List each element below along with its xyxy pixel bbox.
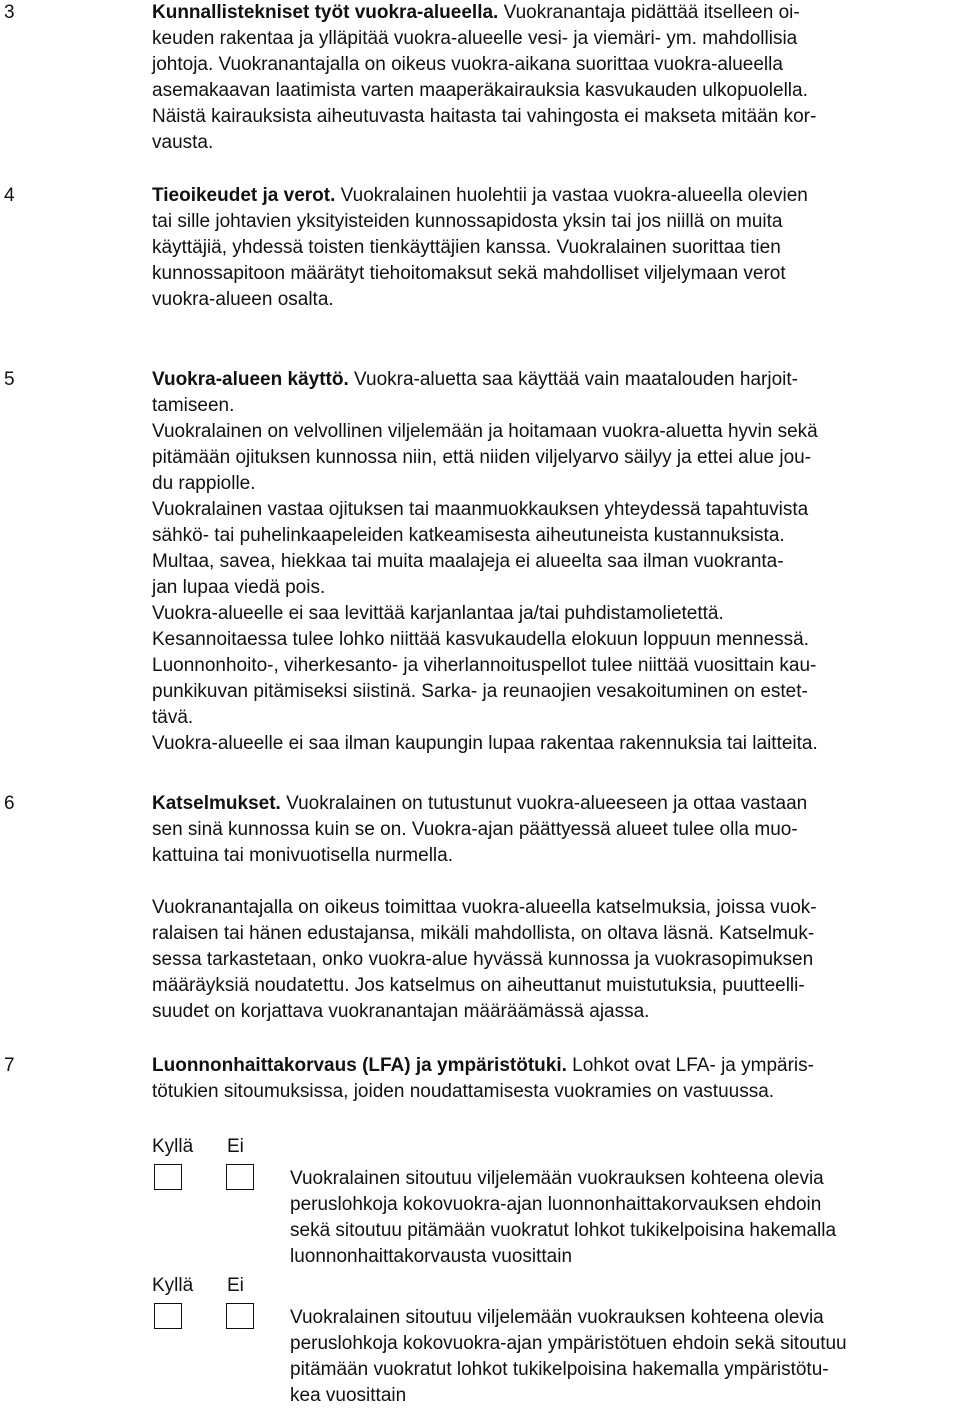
section-text: Lohkot ovat LFA- ja ympäris-	[566, 1055, 814, 1076]
yes-checkbox[interactable]	[154, 1164, 182, 1190]
section-line: Luonnonhoito-, viherkesanto- ja viherlannoituspellot tulee niittää vuosittain kau-	[152, 655, 817, 676]
option-text	[290, 1166, 958, 1270]
section-line: tai sille johtavien yksityisteiden kunnossapidosta yksin tai jos niillä on muita	[152, 211, 783, 232]
option-line: sekä sitoutuu pitämään vuokratut lohkot tukikelpoisina hakemalla	[290, 1220, 837, 1241]
section-paragraph	[152, 895, 958, 1025]
section-body	[152, 183, 958, 313]
section-line: johtoja. Vuokranantajalla on oikeus vuokra-aikana suorittaa vuokra-alueella	[152, 54, 783, 75]
section-text: Vuokra-aluetta saa käyttää vain maatalouden harjoit-	[348, 369, 798, 390]
section-heading: Tieoikeudet ja verot.	[152, 185, 336, 206]
section-line: sessa tarkastetaan, onko vuokra-alue hyvässä kunnossa ja vuokrasopimuksen	[152, 949, 814, 970]
option-line: luonnonhaittakorvausta vuosittain	[290, 1246, 573, 1267]
section-number: 5	[4, 369, 15, 390]
section-body	[152, 367, 958, 757]
option-line: Vuokralainen sitoutuu viljelemään vuokrauksen kohteena olevia	[290, 1168, 824, 1189]
section-text: Vuokralainen huolehtii ja vastaa vuokra-alueella olevien	[335, 185, 808, 206]
section-line: tötukien sitoumuksissa, joiden noudattamisesta vuokramies on vastuussa.	[152, 1081, 775, 1102]
section-line: vuokra-alueen osalta.	[152, 289, 334, 310]
section-text: Vuokralainen on tutustunut vuokra-alueeseen ja ottaa vastaan	[280, 793, 808, 814]
no-checkbox[interactable]	[226, 1303, 254, 1329]
yes-label: Kyllä	[152, 1275, 194, 1296]
section-text: Vuokranantaja pidättää itselleen oi-	[498, 2, 800, 23]
section-line: Vuokranantajalla on oikeus toimittaa vuokra-alueella katselmuksia, joissa vuok-	[152, 897, 817, 918]
section-heading: Luonnonhaittakorvaus (LFA) ja ympäristötuki.	[152, 1055, 567, 1076]
section-line: punkikuvan pitämiseksi siistinä. Sarka- ja reunaojien vesakoituminen on estet-	[152, 681, 808, 702]
yes-label: Kyllä	[152, 1136, 194, 1157]
section-line: pitämään ojituksen kunnossa niin, että niiden viljelyarvo säilyy ja ettei alue jou-	[152, 447, 812, 468]
section-line: määräyksiä noudatettu. Jos katselmus on aiheuttanut muistutuksia, puutteelli-	[152, 975, 805, 996]
section-line: sen sinä kunnossa kuin se on. Vuokra-ajan päättyessä alueet tulee olla muo-	[152, 819, 798, 840]
section-line: Multaa, savea, hiekkaa tai muita maalajeja ei alueelta saa ilman vuokranta-	[152, 551, 784, 572]
section-number: 7	[4, 1055, 15, 1076]
option-header	[152, 1134, 244, 1160]
option-line: Vuokralainen sitoutuu viljelemään vuokrauksen kohteena olevia	[290, 1307, 824, 1328]
section-heading: Katselmukset.	[152, 793, 281, 814]
no-label: Ei	[227, 1275, 244, 1296]
section-line: käyttäjiä, yhdessä toisten tienkäyttäjien kanssa. Vuokralainen suorittaa tien	[152, 237, 781, 258]
section-line: suudet on korjattava vuokranantajan määräämässä ajassa.	[152, 1001, 650, 1022]
section-body	[152, 0, 958, 156]
option-line: peruslohkoja kokovuokra-ajan ympäristötuen ehdoin sekä sitoutuu	[290, 1333, 847, 1354]
section-line: du rappiolle.	[152, 473, 256, 494]
section-heading: Vuokra-alueen käyttö.	[152, 369, 349, 390]
section-line: Vuokralainen vastaa ojituksen tai maanmuokkauksen yhteydessä tapahtuvista	[152, 499, 809, 520]
section-line: Vuokra-alueelle ei saa ilman kaupungin lupaa rakentaa rakennuksia tai laitteita.	[152, 733, 818, 754]
section-line: vausta.	[152, 132, 214, 153]
option-line: peruslohkoja kokovuokra-ajan luonnonhaittakorvauksen ehdoin	[290, 1194, 822, 1215]
section-line: jan lupaa viedä pois.	[152, 577, 326, 598]
no-checkbox[interactable]	[226, 1164, 254, 1190]
option-header	[152, 1273, 244, 1299]
section-number: 6	[4, 793, 15, 814]
option-text	[290, 1305, 958, 1409]
section-line: Vuokra-alueelle ei saa levittää karjanlantaa ja/tai puhdistamolietettä.	[152, 603, 724, 624]
section-line: kunnossapitoon määrätyt tiehoitomaksut sekä mahdolliset viljelymaan verot	[152, 263, 786, 284]
section-line: Vuokralainen on velvollinen viljelemään ja hoitamaan vuokra-aluetta hyvin sekä	[152, 421, 818, 442]
no-label: Ei	[227, 1136, 244, 1157]
section-line: tävä.	[152, 707, 194, 728]
section-heading: Kunnallistekniset työt vuokra-alueella.	[152, 2, 499, 23]
yes-checkbox[interactable]	[154, 1303, 182, 1329]
section-number: 3	[4, 2, 15, 23]
section-line: Kesannoitaessa tulee lohko niittää kasvukaudella elokuun loppuun mennessä.	[152, 629, 810, 650]
section-line: Näistä kairauksista aiheutuvasta haitasta tai vahingosta ei makseta mitään kor-	[152, 106, 817, 127]
option-line: kea vuosittain	[290, 1385, 407, 1406]
section-line: ralaisen tai hänen edustajansa, mikäli mahdollista, on oltava läsnä. Katselmuk-	[152, 923, 815, 944]
section-body	[152, 1053, 958, 1105]
section-line: keuden rakentaa ja ylläpitää vuokra-alueelle vesi- ja viemäri- ym. mahdollisia	[152, 28, 798, 49]
section-line: tamiseen.	[152, 395, 235, 416]
option-line: pitämään vuokratut lohkot tukikelpoisina hakemalla ympäristötu-	[290, 1359, 829, 1380]
section-number: 4	[4, 185, 15, 206]
section-line: asemakaavan laatimista varten maaperäkairauksia kasvukauden ulkopuolella.	[152, 80, 808, 101]
section-body	[152, 791, 958, 869]
section-line: kattuina tai monivuotisella nurmella.	[152, 845, 453, 866]
section-line: sähkö- tai puhelinkaapeleiden katkeamisesta aiheutuneista kustannuksista.	[152, 525, 785, 546]
